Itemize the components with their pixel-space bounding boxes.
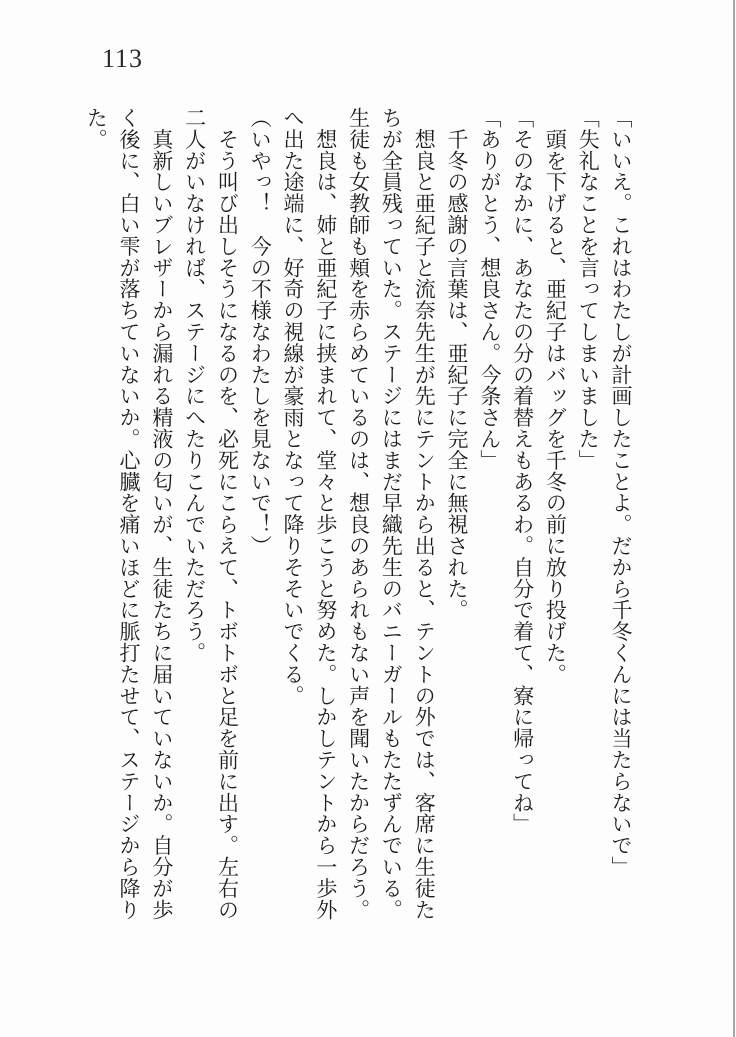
text-column: へ出た途端に、好奇の視線が豪雨となって降りそそいでくる。 [281, 107, 306, 707]
text-column: 想良は、姉と亜紀子に挟まれて、堂々と歩こうと努めた。しかしテントから一歩外 [313, 107, 338, 921]
text-column: 想良と亜紀子と流奈先生が先にテントから出ると、テントの外では、客席に生徒た [412, 107, 437, 921]
text-column: 「いいえ。これはわたしが計画したことよ。だから千冬くんには当たらないで」 [609, 107, 633, 878]
text-column: 「ありがとう、想良さん。今条さん」 [477, 107, 502, 471]
text-column: ちが全員残っていた。ステージにはまだ早織先生のバニーガールもたたずんでいる。 [379, 107, 404, 921]
page-number: 113 [102, 44, 144, 73]
text-column: 生徒も女教師も頬を赤らめているのは、想良のあられもない声を聞いたからだろう。 [346, 107, 371, 921]
text-column: 頭を下げると、亜紀子はバッグを千冬の前に放り投げた。 [543, 107, 568, 685]
text-column: 真新しいブレザーから漏れる精液の匂いが、生徒たちに届いていないか。自分が歩 [149, 107, 174, 921]
text-column: 千冬の感謝の言葉は、亜紀子に完全に無視された。 [445, 107, 470, 621]
text-column: 二人がいなければ、ステージにへたりこんでいただろう。 [182, 107, 207, 664]
text-column: く後に、白い雫が落ちていないか。心臓を痛いほどに脈打たせて、ステージから降り [117, 107, 142, 921]
text-column: 「失礼なことを言ってしまいました」 [576, 107, 601, 471]
text-column: （いやっ！ 今の不様なわたしを見ないで！） [248, 107, 273, 557]
scan-edge-divider [733, 0, 735, 1037]
text-column: 「そのなかに、あなたの分の着替えもあるわ。自分で着て、寮に帰ってね」 [510, 107, 535, 835]
text-block [79, 107, 637, 955]
text-column: た。 [84, 107, 109, 150]
text-column: そう叫び出しそうになるのを、必死にこらえて、トボトボと足を前に出す。左右の [215, 107, 240, 921]
